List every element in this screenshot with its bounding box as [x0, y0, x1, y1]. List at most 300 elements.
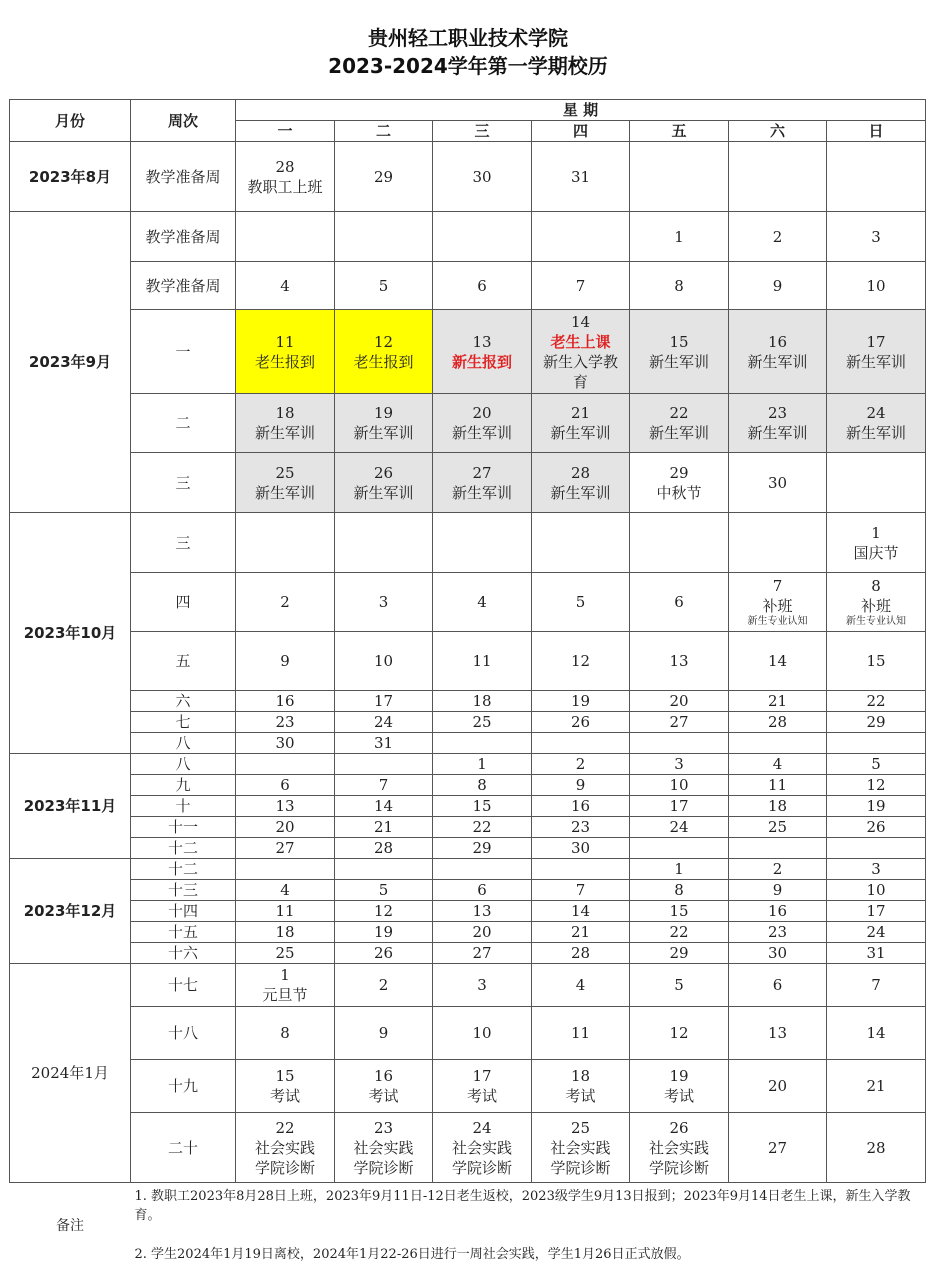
- day-cell: [236, 754, 335, 775]
- day-number: 22: [669, 404, 689, 422]
- day-cell: [236, 212, 335, 262]
- day-cell: [827, 817, 926, 838]
- week-label: 十五: [131, 922, 236, 943]
- day-number: 29: [373, 167, 394, 186]
- remarks-row: [10, 1183, 926, 1269]
- day-cell: [335, 632, 433, 691]
- day-number: 21: [570, 404, 591, 422]
- week-label: 八: [131, 754, 236, 775]
- week-label: 三: [131, 453, 236, 513]
- day-cell: [827, 712, 926, 733]
- day-number: 11: [275, 902, 295, 920]
- day-cell: [532, 796, 630, 817]
- day-number: 28: [373, 839, 394, 857]
- day-number: 2: [772, 860, 783, 878]
- day-cell: [433, 922, 532, 943]
- day-event: 老生报到: [254, 352, 315, 371]
- day-cell: [335, 838, 433, 859]
- week-label: 教学准备周: [131, 212, 236, 262]
- day-cell: [532, 394, 630, 453]
- day-number: 7: [378, 776, 389, 794]
- day-number: 31: [373, 734, 394, 752]
- week-label: 一: [131, 310, 236, 394]
- day-number: 26: [866, 818, 886, 836]
- day-number: 19: [373, 923, 394, 941]
- day-cell: [827, 394, 926, 453]
- day-number: 20: [472, 404, 492, 422]
- week-row: [10, 838, 926, 859]
- day-cell: [335, 943, 433, 964]
- day-cell: [433, 880, 532, 901]
- day-number: 14: [767, 652, 788, 670]
- day-number: 3: [871, 227, 881, 246]
- day-cell: [335, 212, 433, 262]
- day-cell: [433, 394, 532, 453]
- day-event: 新生军训: [353, 424, 414, 442]
- day-number: 12: [570, 652, 591, 670]
- day-number: 5: [575, 593, 586, 611]
- day-cell: [729, 817, 827, 838]
- day-cell: [236, 1113, 335, 1183]
- day-number: 7: [772, 577, 783, 595]
- day-cell: [433, 817, 532, 838]
- day-cell: [433, 796, 532, 817]
- day-event: 考试: [269, 1087, 300, 1105]
- day-number: 5: [674, 976, 684, 994]
- day-event: 新生入学教: [542, 352, 618, 371]
- day-cell: [433, 943, 532, 964]
- day-event: 元旦节: [262, 986, 308, 1004]
- week-label: 十: [131, 796, 236, 817]
- day-number: 18: [472, 692, 492, 710]
- day-number: 28: [570, 463, 591, 482]
- day-cell: [827, 1007, 926, 1060]
- day-number: 17: [866, 332, 886, 351]
- day-cell: [433, 632, 532, 691]
- day-cell: [236, 453, 335, 513]
- day-cell: [532, 880, 630, 901]
- day-cell: [532, 212, 630, 262]
- day-cell: [827, 1060, 926, 1113]
- day-number: 30: [767, 944, 788, 962]
- day-number: 17: [866, 902, 886, 920]
- header-day: 二: [335, 121, 433, 142]
- day-cell: [827, 943, 926, 964]
- day-cell: [729, 262, 827, 310]
- day-cell: [630, 796, 729, 817]
- day-event: 社会实践: [648, 1138, 709, 1157]
- day-cell: [729, 212, 827, 262]
- day-cell: [729, 513, 827, 573]
- day-cell: [335, 880, 433, 901]
- day-number: 6: [772, 976, 783, 994]
- day-cell: [827, 922, 926, 943]
- day-cell: [532, 262, 630, 310]
- day-number: 11: [767, 776, 788, 794]
- week-label: 七: [131, 712, 236, 733]
- day-event: 新生军训: [648, 424, 709, 442]
- day-cell: [827, 733, 926, 754]
- day-cell: [433, 964, 532, 1007]
- day-number: 6: [674, 593, 684, 611]
- week-row: [10, 733, 926, 754]
- day-cell: [729, 691, 827, 712]
- day-event: 学院诊断: [648, 1158, 709, 1177]
- page-title: 贵州轻工职业技术学院: [368, 26, 568, 50]
- week-row: [10, 632, 926, 691]
- day-event: 老生报到: [353, 352, 414, 371]
- day-number: 28: [275, 157, 295, 176]
- day-number: 12: [669, 1024, 689, 1042]
- day-cell: [433, 901, 532, 922]
- week-label: 十七: [131, 964, 236, 1007]
- day-number: 7: [575, 881, 586, 899]
- day-cell: [335, 964, 433, 1007]
- day-number: 20: [669, 692, 689, 710]
- day-cell: [729, 310, 827, 394]
- day-cell: [236, 733, 335, 754]
- day-number: 4: [280, 276, 290, 295]
- week-row: [10, 212, 926, 262]
- day-number: 30: [472, 167, 492, 186]
- remarks-item: 2. 学生2024年1月19日离校，2024年1月22-26日进行一周社会实践，学生1月26日正式放假。: [134, 1247, 690, 1262]
- day-number: 2: [280, 593, 290, 611]
- day-event: 教职工上班: [247, 177, 323, 196]
- day-number: 26: [373, 944, 394, 962]
- day-cell: [729, 775, 827, 796]
- day-number: 29: [866, 713, 886, 731]
- day-event: 社会实践: [254, 1138, 315, 1157]
- week-label: 十六: [131, 943, 236, 964]
- week-label: 十四: [131, 901, 236, 922]
- day-cell: [236, 712, 335, 733]
- day-number: 7: [575, 276, 586, 295]
- day-cell: [236, 922, 335, 943]
- day-cell: [729, 922, 827, 943]
- day-cell: [827, 632, 926, 691]
- day-cell: [630, 262, 729, 310]
- day-cell: [335, 310, 433, 394]
- day-cell: [532, 901, 630, 922]
- day-number: 27: [669, 713, 689, 731]
- day-number: 9: [772, 881, 783, 899]
- day-cell: [433, 573, 532, 632]
- day-cell: [630, 691, 729, 712]
- day-number: 4: [575, 976, 586, 994]
- day-number: 17: [373, 692, 394, 710]
- day-number: 11: [570, 1024, 591, 1042]
- day-event: 考试: [368, 1087, 399, 1105]
- day-number: 31: [866, 944, 886, 962]
- week-row: [10, 754, 926, 775]
- day-number: 19: [866, 797, 886, 815]
- week-label: 十一: [131, 817, 236, 838]
- day-cell: [335, 817, 433, 838]
- day-event: 新生军训: [254, 483, 315, 502]
- week-row: [10, 691, 926, 712]
- day-cell: [630, 754, 729, 775]
- day-cell: [433, 859, 532, 880]
- day-number: 23: [767, 923, 788, 941]
- day-number: 7: [871, 976, 881, 994]
- week-row: [10, 394, 926, 453]
- week-label: 教学准备周: [131, 262, 236, 310]
- day-event: 新生军训: [451, 483, 512, 502]
- week-label: 五: [131, 632, 236, 691]
- day-event: 新生军训: [254, 424, 315, 442]
- day-number: 24: [669, 818, 689, 836]
- day-number: 19: [570, 692, 591, 710]
- day-cell: [729, 1007, 827, 1060]
- week-label: 二: [131, 394, 236, 453]
- day-cell: [335, 1113, 433, 1183]
- day-number: 2: [575, 755, 586, 773]
- week-row: [10, 453, 926, 513]
- day-cell: [236, 943, 335, 964]
- day-cell: [532, 712, 630, 733]
- day-number: 2: [772, 227, 783, 246]
- day-cell: [236, 838, 335, 859]
- day-cell: [433, 754, 532, 775]
- day-number: 21: [373, 818, 394, 836]
- day-number: 13: [275, 797, 295, 815]
- day-number: 9: [772, 276, 783, 295]
- day-number: 13: [767, 1024, 788, 1042]
- day-cell: [729, 1060, 827, 1113]
- calendar-table: [9, 99, 926, 1269]
- header-day: 四: [532, 121, 630, 142]
- day-cell: [433, 212, 532, 262]
- day-number: 11: [472, 652, 492, 670]
- week-label: 十二: [131, 859, 236, 880]
- day-cell: [335, 142, 433, 212]
- week-row: [10, 573, 926, 632]
- day-number: 6: [280, 776, 290, 794]
- day-event: 新生军训: [747, 352, 808, 371]
- day-number: 5: [378, 881, 389, 899]
- day-number: 1: [674, 227, 684, 246]
- day-number: 15: [472, 797, 492, 815]
- day-cell: [335, 691, 433, 712]
- day-cell: [236, 1007, 335, 1060]
- day-number: 10: [866, 881, 886, 899]
- day-cell: [433, 1113, 532, 1183]
- day-number: 24: [866, 404, 886, 422]
- week-label: 十九: [131, 1060, 236, 1113]
- day-event: 老生上课: [550, 332, 611, 351]
- day-number: 23: [570, 818, 591, 836]
- day-cell: [729, 394, 827, 453]
- day-number: 23: [275, 713, 295, 731]
- day-cell: [532, 754, 630, 775]
- day-number: 25: [275, 944, 295, 962]
- day-number: 17: [669, 797, 689, 815]
- day-number: 3: [378, 593, 389, 611]
- week-row: [10, 775, 926, 796]
- day-cell: [827, 880, 926, 901]
- day-cell: [630, 142, 729, 212]
- day-number: 25: [275, 463, 295, 482]
- day-cell: [630, 901, 729, 922]
- day-cell: [729, 142, 827, 212]
- day-cell: [236, 964, 335, 1007]
- day-number: 20: [767, 1077, 788, 1095]
- day-cell: [729, 859, 827, 880]
- day-number: 26: [669, 1118, 689, 1137]
- day-cell: [236, 262, 335, 310]
- header-day: 三: [433, 121, 532, 142]
- day-cell: [236, 1060, 335, 1113]
- week-label: 十八: [131, 1007, 236, 1060]
- day-number: 18: [275, 404, 295, 422]
- week-row: [10, 262, 926, 310]
- header-day: 一: [236, 121, 335, 142]
- day-cell: [827, 453, 926, 513]
- day-note: 新生专业认知: [747, 616, 808, 627]
- day-event: 国庆节: [853, 543, 899, 562]
- day-number: 4: [772, 755, 783, 773]
- day-note: 新生专业认知: [846, 616, 907, 627]
- day-number: 27: [767, 1138, 788, 1157]
- header-weekday-group: 星 期: [236, 100, 926, 121]
- day-cell: [236, 142, 335, 212]
- day-cell: [827, 262, 926, 310]
- day-cell: [335, 775, 433, 796]
- day-cell: [236, 796, 335, 817]
- day-number: 22: [472, 818, 492, 836]
- day-number: 9: [280, 652, 290, 670]
- day-number: 8: [477, 776, 487, 794]
- day-cell: [532, 922, 630, 943]
- day-cell: [532, 513, 630, 573]
- day-number: 9: [575, 776, 586, 794]
- remarks-label: 备注: [56, 1217, 84, 1234]
- week-label: 教学准备周: [131, 142, 236, 212]
- week-label: 十三: [131, 880, 236, 901]
- day-cell: [335, 1060, 433, 1113]
- remarks-gap: [135, 1225, 918, 1245]
- header-day: 六: [729, 121, 827, 142]
- day-event: 新生军训: [353, 483, 414, 502]
- day-cell: [827, 513, 926, 573]
- day-cell: [630, 394, 729, 453]
- day-number: 14: [570, 902, 591, 920]
- day-number: 30: [570, 839, 591, 857]
- week-row: [10, 142, 926, 212]
- day-number: 21: [570, 923, 591, 941]
- day-number: 22: [275, 1118, 295, 1137]
- day-cell: [729, 453, 827, 513]
- day-cell: [236, 573, 335, 632]
- week-label: 九: [131, 775, 236, 796]
- week-row: [10, 859, 926, 880]
- day-number: 8: [280, 1024, 290, 1042]
- day-cell: [532, 142, 630, 212]
- page-subtitle: 2023-2024学年第一学期校历: [328, 54, 608, 78]
- day-event: 考试: [663, 1087, 694, 1105]
- day-cell: [630, 859, 729, 880]
- day-cell: [630, 212, 729, 262]
- day-cell: [335, 922, 433, 943]
- remarks-content: [131, 1183, 926, 1269]
- day-cell: [630, 880, 729, 901]
- day-cell: [433, 733, 532, 754]
- day-number: 27: [472, 944, 492, 962]
- week-row: [10, 922, 926, 943]
- day-cell: [532, 943, 630, 964]
- day-number: 29: [472, 839, 492, 857]
- day-cell: [335, 859, 433, 880]
- day-cell: [630, 1060, 729, 1113]
- day-number: 12: [866, 776, 886, 794]
- day-number: 3: [871, 860, 881, 878]
- day-cell: [433, 775, 532, 796]
- day-number: 10: [472, 1024, 492, 1042]
- day-cell: [827, 901, 926, 922]
- day-event: 新生军训: [747, 424, 808, 442]
- day-cell: [729, 838, 827, 859]
- day-cell: [827, 1113, 926, 1183]
- day-number: 26: [373, 463, 394, 482]
- day-number: 15: [669, 332, 689, 351]
- day-number: 12: [373, 902, 394, 920]
- day-number: 18: [767, 797, 788, 815]
- day-cell: [433, 453, 532, 513]
- day-cell: [532, 453, 630, 513]
- day-cell: [236, 859, 335, 880]
- day-number: 25: [472, 713, 492, 731]
- day-number: 25: [570, 1118, 591, 1137]
- day-event: 育: [572, 372, 588, 391]
- day-cell: [630, 712, 729, 733]
- day-cell: [532, 1060, 630, 1113]
- month-label: 2023年8月: [10, 142, 131, 212]
- day-cell: [433, 1060, 532, 1113]
- day-event: 新生报到: [451, 352, 512, 371]
- day-number: 11: [275, 332, 295, 351]
- day-cell: [335, 796, 433, 817]
- day-number: 13: [472, 902, 492, 920]
- week-row: [10, 513, 926, 573]
- day-cell: [729, 964, 827, 1007]
- month-label: 2023年12月: [10, 859, 131, 964]
- day-number: 5: [378, 276, 389, 295]
- month-label: 2024年1月: [10, 964, 131, 1183]
- day-number: 10: [669, 776, 689, 794]
- header-day: 五: [630, 121, 729, 142]
- day-cell: [236, 632, 335, 691]
- day-cell: [827, 775, 926, 796]
- day-number: 19: [669, 1067, 689, 1085]
- day-cell: [236, 817, 335, 838]
- day-number: 24: [866, 923, 886, 941]
- day-cell: [236, 880, 335, 901]
- day-cell: [729, 754, 827, 775]
- week-row: [10, 1060, 926, 1113]
- day-number: 9: [378, 1024, 389, 1042]
- day-cell: [630, 310, 729, 394]
- day-number: 17: [472, 1067, 492, 1085]
- day-cell: [630, 632, 729, 691]
- day-cell: [827, 310, 926, 394]
- day-number: 13: [472, 332, 492, 351]
- day-cell: [630, 453, 729, 513]
- week-row: [10, 796, 926, 817]
- header-week: 周次: [131, 100, 236, 142]
- day-cell: [532, 775, 630, 796]
- day-number: 13: [669, 652, 689, 670]
- day-number: 10: [866, 276, 886, 295]
